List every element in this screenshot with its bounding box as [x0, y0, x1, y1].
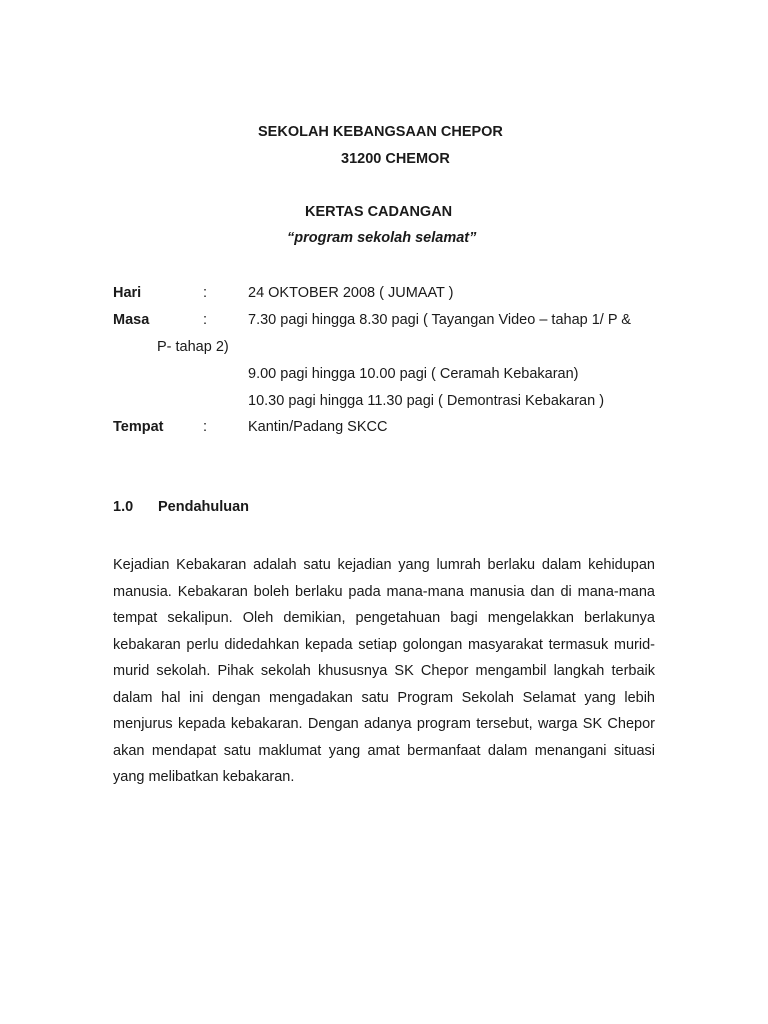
hari-colon: :	[203, 285, 208, 301]
masa-line-2: 9.00 pagi hingga 10.00 pagi ( Ceramah Kebakaran)	[248, 366, 579, 382]
document-title: KERTAS CADANGAN	[305, 204, 453, 220]
hari-label: Hari	[113, 285, 142, 301]
section-number: 1.0	[113, 499, 134, 515]
introduction-paragraph: Kejadian Kebakaran adalah satu kejadian yang lumrah berlaku dalam kehidupan manusia. Kebakaran boleh berlaku pada mana-mana manusia dan di mana-mana tempat sekalipun. Oleh demikian, pengetahuan bagi mengelakkan berlakunya kebakaran perlu didedahkan kepada setiap golongan masyarakat termasuk murid-murid sekolah. Pihak sekolah khususnya SK Chepor mengambil langkah terbaik dalam hal ini dengan mengadakan satu Program Sekolah Selamat yang lebih menjurus kepada kebakaran. Dengan adanya program tersebut, warga SK Chepor akan mendapat satu maklumat yang amat bermanfaat dalam menangani situasi yang melibatkan kebakaran.	[113, 557, 655, 785]
section-title: Pendahuluan	[158, 499, 250, 515]
tempat-value: Kantin/Padang SKCC	[248, 419, 388, 435]
masa-line-1-continued: P- tahap 2)	[157, 339, 229, 355]
tempat-colon: :	[203, 419, 208, 435]
hari-value: 24 OKTOBER 2008 ( JUMAAT )	[248, 285, 454, 301]
postcode-city: 31200 CHEMOR	[341, 151, 450, 167]
tempat-label: Tempat	[113, 419, 164, 435]
masa-line-1: 7.30 pagi hingga 8.30 pagi ( Tayangan Video – tahap 1/ P &	[248, 312, 631, 328]
school-name: SEKOLAH KEBANGSAAN CHEPOR	[258, 124, 503, 140]
masa-line-3: 10.30 pagi hingga 11.30 pagi ( Demontrasi Kebakaran )	[248, 393, 605, 409]
program-title: “program sekolah selamat”	[287, 230, 477, 246]
masa-colon: :	[203, 312, 208, 328]
masa-label: Masa	[113, 312, 150, 328]
